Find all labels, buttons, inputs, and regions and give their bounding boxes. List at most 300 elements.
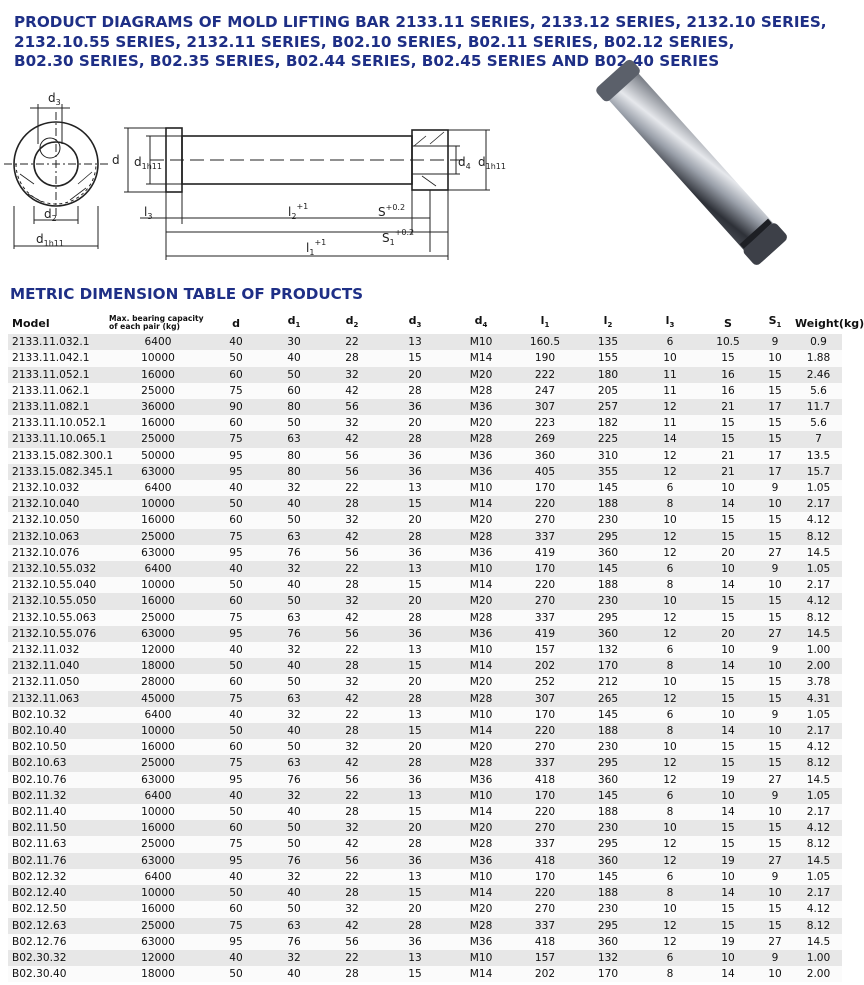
header-d1: $d_1$ [287, 314, 301, 330]
cell-d3: 15 [381, 350, 449, 366]
cell-d4: M14 [449, 577, 513, 593]
cell-l2: 257 [577, 399, 639, 415]
cell-d2: 42 [323, 529, 381, 545]
cell-S1: 10 [755, 350, 795, 366]
cell-d4: M10 [449, 334, 513, 350]
cell-l3: 12 [639, 464, 701, 480]
cell-d4: M10 [449, 642, 513, 658]
cell-d3: 15 [381, 658, 449, 674]
cell-S: 15 [701, 836, 755, 852]
table-row [8, 367, 842, 383]
cell-l3: 8 [639, 496, 701, 512]
cell-d1: 50 [265, 367, 323, 383]
cell-l2: 132 [577, 642, 639, 658]
table-row [8, 934, 842, 950]
label-d4: $d_4$ [458, 155, 471, 171]
cell-S1: 15 [755, 367, 795, 383]
cell-capacity: 16000 [109, 593, 207, 609]
cell-l1: 222 [513, 367, 577, 383]
cell-S1: 10 [755, 496, 795, 512]
cell-S: 15 [701, 674, 755, 690]
cell-S: 10 [701, 707, 755, 723]
cell-S: 15 [701, 691, 755, 707]
table-row [8, 674, 842, 690]
cell-d4: M36 [449, 399, 513, 415]
cell-l1: 220 [513, 804, 577, 820]
product-diagram [0, 84, 580, 274]
cell-l2: 135 [577, 334, 639, 350]
cell-d2: 28 [323, 966, 381, 982]
cell-d3: 20 [381, 367, 449, 383]
cell-l3: 11 [639, 383, 701, 399]
cell-model: 2133.11.10.052.1 [8, 415, 109, 431]
cell-l3: 10 [639, 350, 701, 366]
cell-S1: 27 [755, 545, 795, 561]
cell-d2: 56 [323, 853, 381, 869]
cell-S1: 15 [755, 512, 795, 528]
cell-model: 2132.10.55.063 [8, 610, 109, 626]
cell-d4: M36 [449, 545, 513, 561]
cell-d1: 76 [265, 772, 323, 788]
table-row [8, 755, 842, 771]
cell-capacity: 6400 [109, 561, 207, 577]
cell-capacity: 10000 [109, 496, 207, 512]
cell-model: 2132.10.063 [8, 529, 109, 545]
cell-d4: M28 [449, 755, 513, 771]
cell-S1: 17 [755, 448, 795, 464]
cell-weight: 8.12 [795, 836, 842, 852]
cell-l1: 270 [513, 739, 577, 755]
cell-d4: M36 [449, 934, 513, 950]
cell-l3: 6 [639, 869, 701, 885]
header-weight: Weight(kg) [795, 316, 864, 330]
header-d: d [232, 316, 240, 330]
cell-S: 19 [701, 772, 755, 788]
cell-l2: 230 [577, 820, 639, 836]
header-l2: $l_2$ [603, 314, 613, 330]
cell-d: 40 [207, 561, 265, 577]
cell-S: 15 [701, 901, 755, 917]
label-d2: $d_2$ [44, 207, 57, 223]
table-row [8, 399, 842, 415]
table-row [8, 464, 842, 480]
cell-d3: 36 [381, 448, 449, 464]
header-S: S [724, 316, 732, 330]
cell-d: 75 [207, 431, 265, 447]
cell-d4: M36 [449, 626, 513, 642]
table-body [8, 334, 842, 982]
cell-l3: 10 [639, 593, 701, 609]
cell-d2: 28 [323, 658, 381, 674]
cell-l1: 270 [513, 512, 577, 528]
table-row [8, 853, 842, 869]
cell-l2: 170 [577, 658, 639, 674]
table-row [8, 642, 842, 658]
cell-d2: 56 [323, 626, 381, 642]
cell-l2: 145 [577, 480, 639, 496]
cell-d2: 56 [323, 448, 381, 464]
cell-d: 50 [207, 723, 265, 739]
cell-d3: 20 [381, 674, 449, 690]
cell-S1: 27 [755, 934, 795, 950]
table-row [8, 820, 842, 836]
table-row [8, 691, 842, 707]
cell-l3: 10 [639, 674, 701, 690]
cell-l3: 8 [639, 966, 701, 982]
cell-d3: 20 [381, 739, 449, 755]
cell-capacity: 16000 [109, 367, 207, 383]
cell-d2: 22 [323, 480, 381, 496]
cell-d1: 60 [265, 383, 323, 399]
page-title [14, 13, 827, 72]
cell-d2: 42 [323, 431, 381, 447]
cell-S1: 9 [755, 642, 795, 658]
table-row [8, 448, 842, 464]
cell-S1: 9 [755, 869, 795, 885]
cell-d: 60 [207, 512, 265, 528]
cell-d3: 15 [381, 723, 449, 739]
cell-d: 90 [207, 399, 265, 415]
cell-d3: 28 [381, 431, 449, 447]
cell-S: 14 [701, 723, 755, 739]
cell-S1: 9 [755, 561, 795, 577]
cell-d4: M36 [449, 464, 513, 480]
table-row [8, 885, 842, 901]
cell-d2: 42 [323, 836, 381, 852]
cell-S: 19 [701, 853, 755, 869]
cell-d1: 80 [265, 399, 323, 415]
cell-d2: 56 [323, 772, 381, 788]
cell-S: 10 [701, 788, 755, 804]
cell-model: 2132.10.040 [8, 496, 109, 512]
table-title: METRIC DIMENSION TABLE OF PRODUCTS [10, 285, 364, 303]
cell-d1: 76 [265, 545, 323, 561]
cell-l1: 269 [513, 431, 577, 447]
cell-weight: 14.5 [795, 626, 842, 642]
cell-S: 21 [701, 464, 755, 480]
header-d2: $d_2$ [345, 314, 359, 330]
cell-d1: 40 [265, 658, 323, 674]
cell-d4: M28 [449, 691, 513, 707]
cell-S1: 15 [755, 610, 795, 626]
cell-d3: 28 [381, 836, 449, 852]
cell-d1: 63 [265, 529, 323, 545]
cell-l2: 230 [577, 593, 639, 609]
cell-l3: 8 [639, 658, 701, 674]
cell-d: 50 [207, 658, 265, 674]
cell-S1: 17 [755, 399, 795, 415]
cell-capacity: 18000 [109, 966, 207, 982]
cell-model: 2133.15.082.300.1 [8, 448, 109, 464]
cell-d3: 13 [381, 869, 449, 885]
cell-l2: 225 [577, 431, 639, 447]
cell-capacity: 36000 [109, 399, 207, 415]
cell-d: 50 [207, 496, 265, 512]
cell-S1: 10 [755, 966, 795, 982]
cell-capacity: 10000 [109, 804, 207, 820]
cell-d2: 22 [323, 950, 381, 966]
cell-l1: 202 [513, 658, 577, 674]
cell-model: 2132.10.55.032 [8, 561, 109, 577]
cell-d4: M14 [449, 885, 513, 901]
cell-weight: 2.17 [795, 496, 842, 512]
cell-weight: 1.00 [795, 642, 842, 658]
cell-d: 95 [207, 626, 265, 642]
cell-capacity: 25000 [109, 918, 207, 934]
cell-d: 40 [207, 788, 265, 804]
cell-capacity: 16000 [109, 415, 207, 431]
cell-weight: 2.17 [795, 885, 842, 901]
table-row [8, 383, 842, 399]
cell-d3: 15 [381, 966, 449, 982]
cell-d1: 40 [265, 577, 323, 593]
cell-S1: 15 [755, 415, 795, 431]
cell-weight: 2.00 [795, 966, 842, 982]
cell-model: 2133.11.10.065.1 [8, 431, 109, 447]
cell-model: 2133.11.052.1 [8, 367, 109, 383]
cell-l1: 419 [513, 545, 577, 561]
cell-weight: 14.5 [795, 853, 842, 869]
cell-d4: M14 [449, 723, 513, 739]
label-d: d [112, 153, 120, 167]
cell-d1: 50 [265, 739, 323, 755]
cell-S1: 9 [755, 950, 795, 966]
cell-S1: 10 [755, 723, 795, 739]
cell-l1: 157 [513, 642, 577, 658]
cell-d1: 40 [265, 723, 323, 739]
cell-d2: 42 [323, 610, 381, 626]
cell-S1: 15 [755, 820, 795, 836]
cell-l1: 202 [513, 966, 577, 982]
cell-l3: 12 [639, 772, 701, 788]
cell-S1: 15 [755, 529, 795, 545]
cell-S: 14 [701, 804, 755, 820]
cell-weight: 14.5 [795, 934, 842, 950]
cell-l3: 12 [639, 918, 701, 934]
cell-S1: 15 [755, 918, 795, 934]
label-l2: $l_2^{+1}$ [288, 202, 309, 221]
cell-d2: 32 [323, 512, 381, 528]
cell-d: 50 [207, 577, 265, 593]
cell-S1: 9 [755, 480, 795, 496]
table-row [8, 545, 842, 561]
cell-l1: 247 [513, 383, 577, 399]
cell-d1: 40 [265, 885, 323, 901]
cell-l1: 418 [513, 934, 577, 950]
cell-d2: 28 [323, 496, 381, 512]
cell-l1: 307 [513, 399, 577, 415]
cell-d: 40 [207, 642, 265, 658]
cell-l2: 295 [577, 755, 639, 771]
cell-model: B02.11.63 [8, 836, 109, 852]
cell-S1: 15 [755, 674, 795, 690]
dimension-table [8, 312, 864, 982]
cell-capacity: 63000 [109, 853, 207, 869]
cell-d3: 36 [381, 399, 449, 415]
cell-l2: 145 [577, 707, 639, 723]
cell-d3: 13 [381, 480, 449, 496]
cell-d: 50 [207, 804, 265, 820]
cell-l1: 337 [513, 836, 577, 852]
label-l1: $l_1^{+1}$ [306, 238, 327, 257]
cell-d3: 36 [381, 853, 449, 869]
cell-d: 60 [207, 901, 265, 917]
cell-capacity: 50000 [109, 448, 207, 464]
cell-l3: 6 [639, 950, 701, 966]
cell-d1: 40 [265, 804, 323, 820]
cell-l1: 360 [513, 448, 577, 464]
cell-weight: 4.12 [795, 739, 842, 755]
cell-d4: M20 [449, 739, 513, 755]
cell-capacity: 63000 [109, 464, 207, 480]
cell-d2: 42 [323, 383, 381, 399]
cell-d: 75 [207, 383, 265, 399]
table-row [8, 966, 842, 982]
cell-S: 15 [701, 415, 755, 431]
cell-l2: 145 [577, 561, 639, 577]
cell-model: 2132.10.032 [8, 480, 109, 496]
cell-l2: 170 [577, 966, 639, 982]
cell-l3: 6 [639, 707, 701, 723]
cell-d3: 36 [381, 626, 449, 642]
table-header-row [8, 312, 842, 334]
cell-l3: 10 [639, 512, 701, 528]
header-model: Model [12, 316, 50, 330]
cell-capacity: 6400 [109, 480, 207, 496]
cell-S1: 10 [755, 658, 795, 674]
cell-d4: M20 [449, 820, 513, 836]
cell-d: 95 [207, 934, 265, 950]
cell-l1: 220 [513, 723, 577, 739]
cell-weight: 11.7 [795, 399, 842, 415]
cell-l1: 220 [513, 496, 577, 512]
label-d3: $d_3$ [48, 91, 61, 107]
cell-l3: 6 [639, 334, 701, 350]
cell-d1: 32 [265, 561, 323, 577]
cell-S1: 15 [755, 431, 795, 447]
cell-d4: M14 [449, 804, 513, 820]
cell-l3: 6 [639, 480, 701, 496]
cell-d4: M10 [449, 950, 513, 966]
table-row [8, 512, 842, 528]
cell-d1: 50 [265, 836, 323, 852]
cell-S1: 15 [755, 755, 795, 771]
cell-capacity: 18000 [109, 658, 207, 674]
cell-d1: 63 [265, 691, 323, 707]
cell-model: 2132.10.050 [8, 512, 109, 528]
cell-l3: 6 [639, 561, 701, 577]
cell-model: 2133.11.062.1 [8, 383, 109, 399]
cell-l3: 8 [639, 804, 701, 820]
cell-S: 15 [701, 820, 755, 836]
cell-l3: 12 [639, 626, 701, 642]
cell-d3: 15 [381, 577, 449, 593]
cell-S1: 10 [755, 577, 795, 593]
cell-d2: 28 [323, 723, 381, 739]
cell-model: B02.10.50 [8, 739, 109, 755]
cell-l1: 220 [513, 577, 577, 593]
cell-l2: 188 [577, 496, 639, 512]
cell-model: B02.11.32 [8, 788, 109, 804]
cell-l1: 160.5 [513, 334, 577, 350]
cell-d1: 63 [265, 918, 323, 934]
cell-weight: 8.12 [795, 755, 842, 771]
cell-S: 15 [701, 755, 755, 771]
cell-l3: 8 [639, 577, 701, 593]
cell-model: 2132.11.040 [8, 658, 109, 674]
cell-capacity: 6400 [109, 869, 207, 885]
cell-weight: 2.17 [795, 804, 842, 820]
cell-d: 60 [207, 367, 265, 383]
cell-S1: 27 [755, 853, 795, 869]
cell-d3: 15 [381, 496, 449, 512]
cell-l2: 188 [577, 885, 639, 901]
cell-d2: 32 [323, 820, 381, 836]
table-row [8, 950, 842, 966]
cell-d4: M14 [449, 496, 513, 512]
cell-l3: 10 [639, 901, 701, 917]
cell-d: 95 [207, 464, 265, 480]
cell-weight: 2.17 [795, 723, 842, 739]
label-l3: $l_3$ [144, 205, 153, 221]
cell-S: 15 [701, 593, 755, 609]
cell-d1: 40 [265, 966, 323, 982]
cell-d2: 56 [323, 464, 381, 480]
cell-l2: 360 [577, 626, 639, 642]
cell-d: 60 [207, 739, 265, 755]
cell-l1: 223 [513, 415, 577, 431]
cell-d2: 32 [323, 739, 381, 755]
cell-model: 2132.11.063 [8, 691, 109, 707]
cell-d: 75 [207, 529, 265, 545]
cell-l2: 188 [577, 804, 639, 820]
cell-d4: M10 [449, 480, 513, 496]
cell-l1: 337 [513, 610, 577, 626]
cell-d1: 50 [265, 512, 323, 528]
cell-l2: 295 [577, 529, 639, 545]
cell-l3: 12 [639, 934, 701, 950]
cell-d: 75 [207, 610, 265, 626]
cell-d: 75 [207, 836, 265, 852]
table-row [8, 869, 842, 885]
cell-d4: M20 [449, 901, 513, 917]
cell-d3: 20 [381, 901, 449, 917]
cell-capacity: 63000 [109, 545, 207, 561]
cell-weight: 2.00 [795, 658, 842, 674]
cell-d4: M20 [449, 593, 513, 609]
cell-d1: 50 [265, 820, 323, 836]
cell-weight: 13.5 [795, 448, 842, 464]
cell-capacity: 16000 [109, 512, 207, 528]
cell-capacity: 10000 [109, 350, 207, 366]
cell-d4: M14 [449, 966, 513, 982]
cell-capacity: 25000 [109, 431, 207, 447]
cell-l3: 6 [639, 788, 701, 804]
cell-weight: 0.9 [795, 334, 842, 350]
cell-weight: 14.5 [795, 545, 842, 561]
cell-S: 16 [701, 383, 755, 399]
cell-d2: 32 [323, 367, 381, 383]
cell-model: B02.30.32 [8, 950, 109, 966]
cell-d4: M28 [449, 431, 513, 447]
cell-d2: 56 [323, 934, 381, 950]
cell-weight: 1.05 [795, 869, 842, 885]
cell-l3: 12 [639, 755, 701, 771]
cell-d3: 15 [381, 804, 449, 820]
cell-d3: 20 [381, 593, 449, 609]
table-row [8, 626, 842, 642]
cell-weight: 1.05 [795, 480, 842, 496]
